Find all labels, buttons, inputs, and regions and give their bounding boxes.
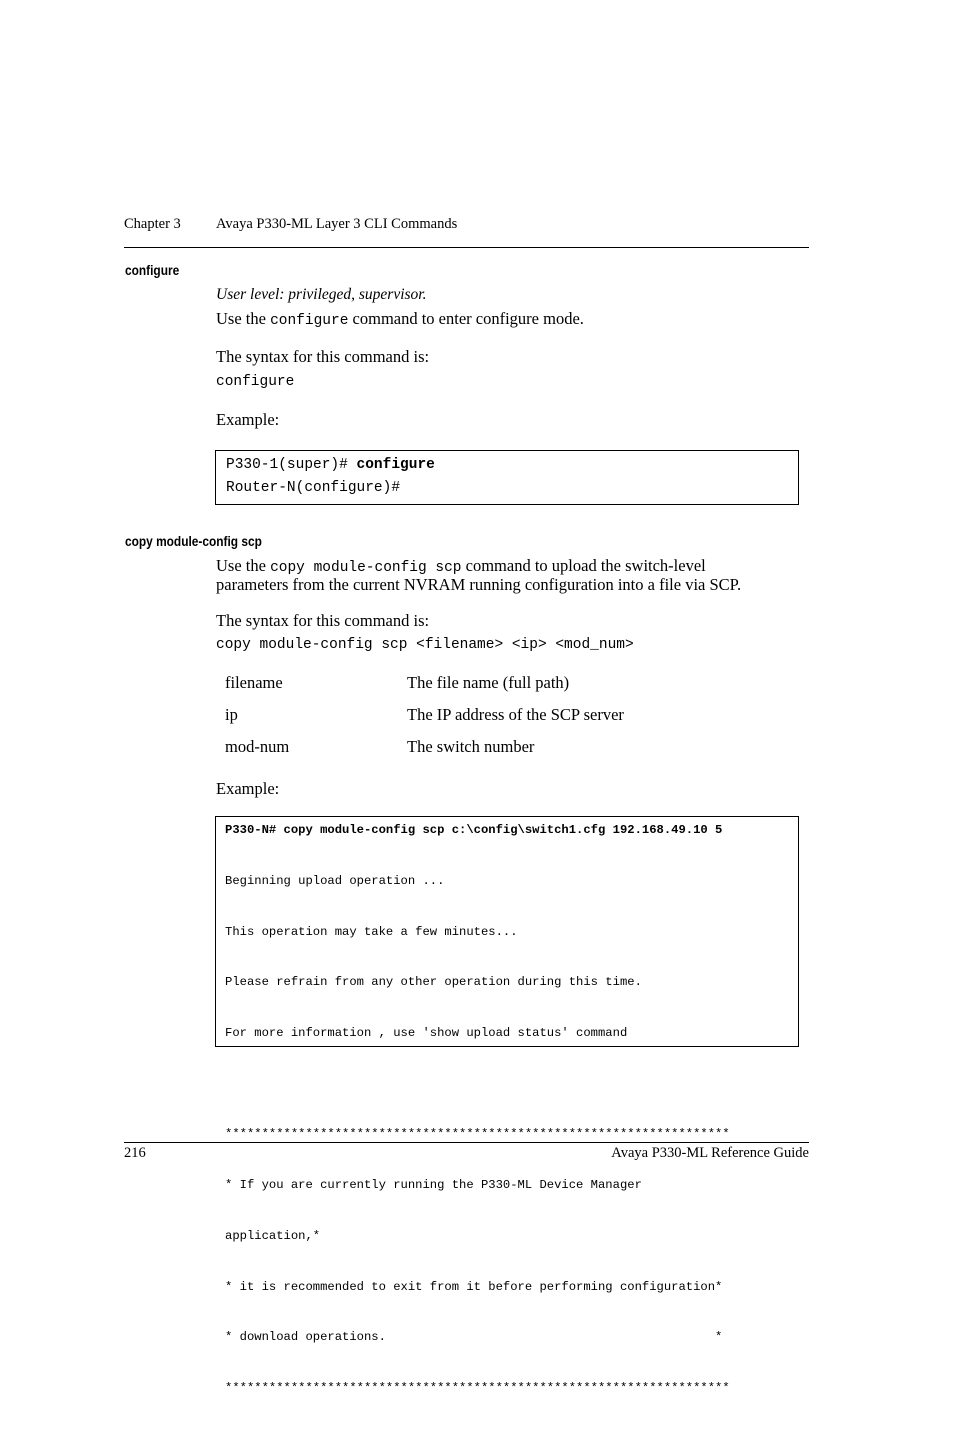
header-rule — [124, 247, 809, 248]
param-row-filename — [0, 673, 954, 693]
copy-description-line-1: Use the copy module-config scp command to upload the switch-level — [216, 556, 706, 576]
example-box-configure — [215, 450, 799, 505]
chapter-label: Chapter 3 — [124, 216, 181, 232]
example-command-line: P330-N# copy module-config scp c:\config\switch1.cfg 192.168.49.10 5 — [225, 823, 723, 837]
syntax-intro-2: The syntax for this command is: — [216, 611, 430, 630]
output-line: * If you are currently running the P330-ML Device Manager — [225, 1178, 642, 1193]
guide-title: Avaya P330-ML Reference Guide — [611, 1145, 809, 1161]
chapter-title: Avaya P330-ML Layer 3 CLI Commands — [216, 216, 458, 232]
param-name: ip — [225, 705, 238, 724]
param-desc: The file name (full path) — [407, 673, 570, 692]
output-line: This operation may take a few minutes... — [225, 924, 518, 939]
output-line: For more information , use 'show upload status' command — [225, 1025, 628, 1040]
output-line: * it is recommended to exit from it before performing configuration* — [225, 1279, 723, 1294]
example-label-2: Example: — [216, 779, 280, 798]
output-line: application,* — [225, 1228, 321, 1243]
configure-description: Use the configure command to enter configure mode. — [216, 309, 584, 329]
syntax-intro-1: The syntax for this command is: — [216, 347, 430, 366]
param-name: mod-num — [225, 737, 290, 756]
footer-rule — [124, 1142, 809, 1143]
page-number: 216 — [124, 1145, 146, 1161]
output-line: ********************************************************************* — [225, 1380, 730, 1395]
copy-description-line-2: parameters from the current NVRAM running configuration into a file via SCP. — [216, 575, 742, 594]
output-line: Please refrain from any other operation during this time. — [225, 975, 642, 990]
param-row-ip — [0, 705, 954, 725]
user-level-note: User level: privileged, supervisor. — [216, 286, 427, 303]
syntax-copy-module-config: copy module-config scp <filename> <ip> <mod_num> — [216, 637, 634, 653]
param-row-mod-num — [0, 737, 954, 757]
section-heading-copy-module-config: copy module-config scp — [125, 533, 262, 549]
output-line: Beginning upload operation ... — [225, 873, 445, 888]
output-line — [225, 1076, 730, 1093]
param-desc: The IP address of the SCP server — [407, 705, 624, 724]
output-line: ********************************************************************* — [225, 1127, 730, 1142]
example-label-1: Example: — [216, 410, 280, 429]
param-name: filename — [225, 673, 283, 692]
param-desc: The switch number — [407, 737, 535, 756]
section-heading-configure: configure — [125, 262, 180, 278]
example-output — [225, 839, 730, 1431]
output-line: * download operations. * — [225, 1330, 723, 1345]
syntax-configure: configure — [216, 374, 295, 390]
example-line-1: P330-1(super)# configure — [226, 457, 435, 473]
example-line-2: Router-N(configure)# — [226, 480, 401, 496]
